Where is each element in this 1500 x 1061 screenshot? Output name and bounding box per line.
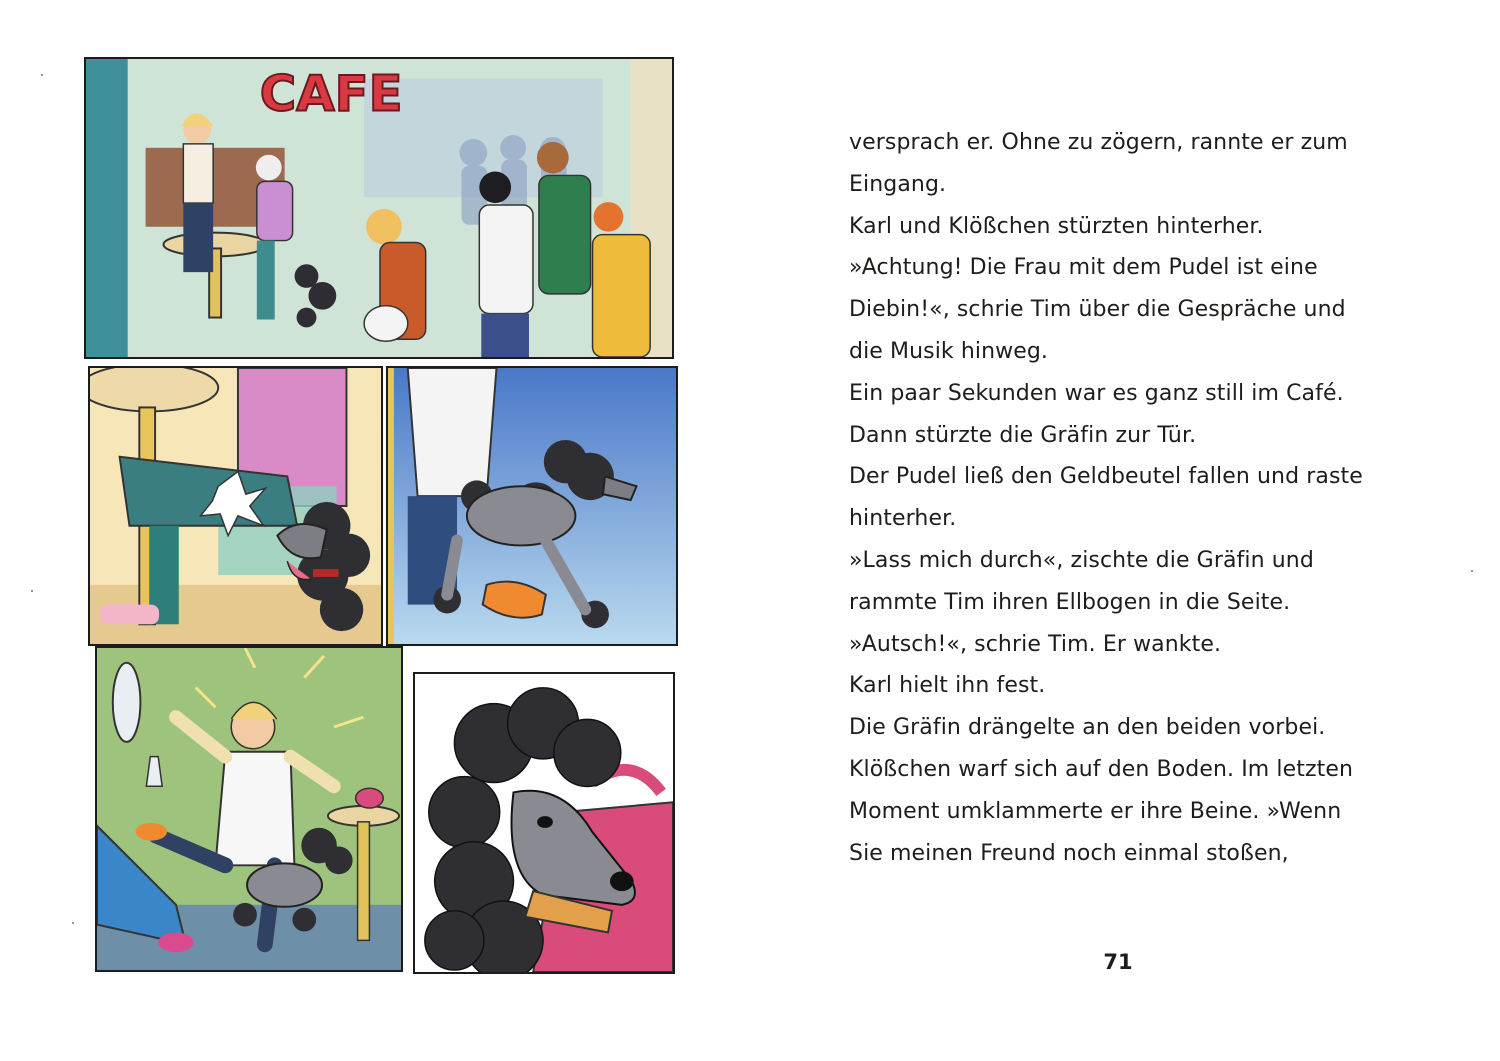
text-line: Der Pudel ließ den Geldbeutel fallen und raste <box>849 464 1363 490</box>
cafe-scene-drawing <box>86 59 672 357</box>
text-line: Eingang. <box>849 171 947 197</box>
text-line: hinterher. <box>849 506 957 532</box>
text-line: die Musik hinweg. <box>849 338 1049 364</box>
cafe-sign: CAFE <box>259 64 403 123</box>
story-text <box>849 122 1409 874</box>
text-line: versprach er. Ohne zu zögern, rannte er zum <box>849 130 1348 155</box>
print-speck <box>41 74 43 76</box>
panel-waitress-falling <box>95 646 403 972</box>
countess-drawing <box>90 368 381 644</box>
text-line: »Achtung! Die Frau mit dem Pudel ist eine <box>849 255 1318 281</box>
waitress-drawing <box>97 648 401 970</box>
text-line: rammte Tim ihren Ellbogen in die Seite. <box>849 589 1291 615</box>
text-line: Karl hielt ihn fest. <box>849 673 1046 699</box>
panel-poodle-running <box>386 366 678 646</box>
print-speck <box>1471 570 1473 572</box>
text-line: Moment umklammerte er ihre Beine. »Wenn <box>849 798 1342 824</box>
print-speck <box>72 922 74 924</box>
panel-cafe-scene <box>84 57 674 359</box>
poodle-running-drawing <box>388 368 676 644</box>
page-number: 71 <box>1103 950 1133 974</box>
print-speck <box>31 590 33 592</box>
text-line: Karl und Klößchen stürzten hinterher. <box>849 213 1264 239</box>
poodle-closeup-drawing <box>415 674 673 972</box>
panel-poodle-closeup <box>413 672 675 974</box>
text-line: Ein paar Sekunden war es ganz still im Café. <box>849 380 1344 406</box>
text-line: Dann stürzte die Gräfin zur Tür. <box>849 422 1197 448</box>
panel-countess-table <box>88 366 383 646</box>
text-line: »Autsch!«, schrie Tim. Er wankte. <box>849 631 1222 657</box>
comic-illustration <box>0 0 720 1061</box>
text-line: Diebin!«, schrie Tim über die Gespräche und <box>849 297 1346 323</box>
text-line: Die Gräfin drängelte an den beiden vorbei. <box>849 715 1326 741</box>
text-line: »Lass mich durch«, zischte die Gräfin und <box>849 547 1314 573</box>
text-line: Sie meinen Freund noch einmal stoßen, <box>849 840 1289 866</box>
text-line: Klößchen warf sich auf den Boden. Im letzten <box>849 756 1354 782</box>
